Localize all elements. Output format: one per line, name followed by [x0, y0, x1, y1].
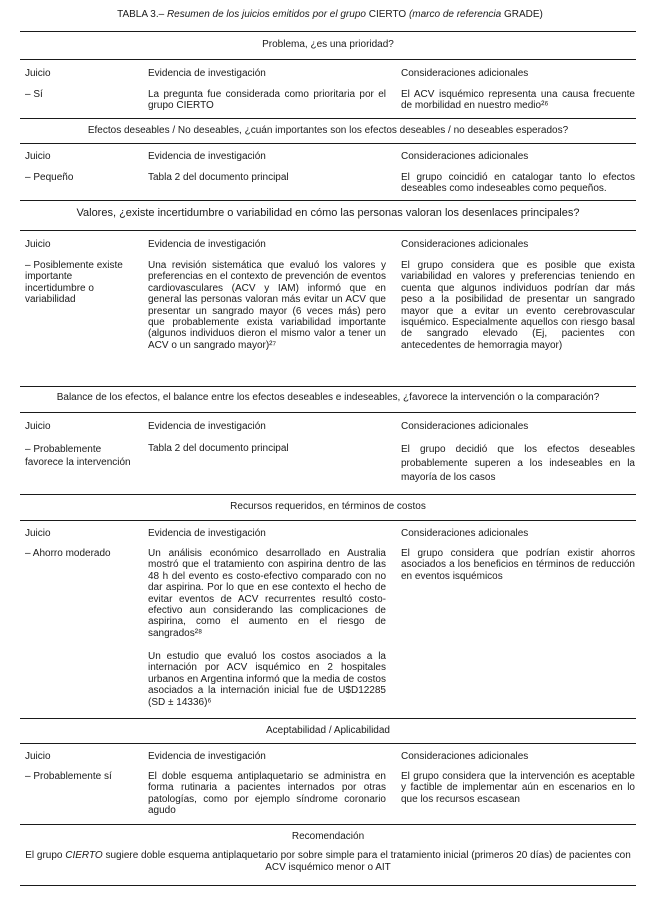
juicio-value: – Probablemente sí [25, 771, 112, 782]
section-title-aceptabilidad: Aceptabilidad / Aplicabilidad [266, 725, 390, 736]
caption-prefix: TABLA 3.– [117, 9, 165, 20]
consideraciones-text: El grupo considera que es posible que exista variabilidad en valores y preferencias teniendo en cuenta que algunos individuos podrían dar más peso a la posibilidad de presentar un sangrado mayor que a evitar un evento cerebrovascular isquémico. Especialmente aquellos con riesgo basal de sangrado elevado (Ej, pacientes con antecedentes de hemorragia mayor) [401, 260, 635, 351]
rule [20, 743, 636, 744]
evidencia-text: El doble esquema antiplaquetario se administra en forma rutinaria a pacientes internados por otras patologías, como por ejemplo síndrome coronario agudo [148, 771, 386, 817]
evidencia-text: Un estudio que evaluó los costos asociados a la internación por ACV isquémico en 2 hospitales urbanos en Argentina informó que la media de costos asociados a la internación inicial fue de U$D12285 (SD ± 14336)⁶ [148, 651, 386, 708]
column-header-juicio: Juicio [25, 68, 51, 79]
evidencia-text: Tabla 2 del documento principal [148, 443, 289, 454]
column-header-juicio: Juicio [25, 751, 51, 762]
column-header-juicio: Juicio [25, 239, 51, 250]
column-header-juicio: Juicio [25, 528, 51, 539]
column-header-evidencia: Evidencia de investigación [148, 151, 266, 162]
section-title-balance: Balance de los efectos, el balance entre los efectos deseables e indeseables, ¿favorece la intervención o la comparación? [56, 392, 600, 403]
section-title-problema: Problema, ¿es una prioridad? [262, 39, 394, 50]
column-header-consideraciones: Consideraciones adicionales [401, 239, 529, 250]
rule [20, 520, 636, 521]
rule [20, 143, 636, 144]
caption-italic-a: Resumen de los juicios emitidos por el grupo [166, 9, 366, 20]
column-header-evidencia: Evidencia de investigación [148, 421, 266, 432]
consideraciones-text: El grupo considera que podrían existir ahorros asociados a los beneficios en términos de reducción en eventos isquémicos [401, 548, 635, 582]
consideraciones-text: El grupo coincidió en catalogar tanto lo efectos deseables como indeseables como pequeños. [401, 172, 635, 195]
column-header-consideraciones: Consideraciones adicionales [401, 68, 529, 79]
caption-italic-b: (marco de referencia [408, 9, 502, 20]
rule [20, 885, 636, 886]
column-header-juicio: Juicio [25, 421, 51, 432]
rule [20, 230, 636, 231]
rule [20, 494, 636, 495]
caption-cierto: CIERTO [368, 9, 407, 20]
column-header-evidencia: Evidencia de investigación [148, 239, 266, 250]
consideraciones-text: El ACV isquémico representa una causa frecuente de morbilidad en nuestro medio²⁶ [401, 89, 635, 112]
section-title-valores: Valores, ¿existe incertidumbre o variabilidad en cómo las personas valoran los desenlaces principales? [76, 207, 580, 219]
column-header-consideraciones: Consideraciones adicionales [401, 528, 529, 539]
column-header-evidencia: Evidencia de investigación [148, 751, 266, 762]
table-caption [0, 9, 660, 20]
rule [20, 412, 636, 413]
rule [20, 31, 636, 32]
column-header-evidencia: Evidencia de investigación [148, 528, 266, 539]
consideraciones-text: El grupo considera que la intervención es aceptable y factible de implementar aún en escenarios en lo que los recursos escasean [401, 771, 635, 805]
rule [20, 59, 636, 60]
evidencia-text: Una revisión sistemática que evaluó los valores y preferencias en el contexto de prevención de eventos cardiovasculares (ACV y IAM) informó que en general las personas valoran más evitar un ACV que presentar un sangrado mayor (6 veces más) pero que probablemente exista variabilidad importante (algunos individuos dieron el mismo valor a tener un ACV o un sangrado mayor)²⁷ [148, 260, 386, 351]
recommendation-text-b: sugiere doble esquema antiplaquetario por sobre simple para el tratamiento inicial (primeros 20 días) de pacientes con ACV isquémico menor o AIT [105, 850, 631, 873]
rule [20, 718, 636, 719]
rule [20, 118, 636, 119]
rule [20, 200, 636, 201]
evidencia-text: La pregunta fue considerada como prioritaria por el grupo CIERTO [148, 89, 386, 112]
juicio-value: – Probablemente favorece la intervención [25, 444, 131, 469]
evidencia-text: Un análisis económico desarrollado en Australia mostró que el tratamiento con aspirina dentro de las 48 h del evento es costo-efectivo comparado con no dar aspirina. Por lo que en ese contexto el hecho de evitar eventos de ACV recurrentes resultó costo-efectivo aun considerando las complicaciones de aspirina, como el aumento en el riesgo de sangrados²⁸ [148, 548, 386, 639]
recommendation-title: Recomendación [291, 831, 365, 842]
consideraciones-text: El grupo decidió que los efectos deseables probablemente superen a los indeseables en la mayoría de los casos [401, 444, 635, 483]
column-header-evidencia: Evidencia de investigación [148, 68, 266, 79]
column-header-consideraciones: Consideraciones adicionales [401, 421, 529, 432]
column-header-consideraciones: Consideraciones adicionales [401, 151, 529, 162]
recommendation-cierto: CIERTO [65, 850, 103, 861]
rule [20, 386, 636, 387]
juicio-value: – Sí [25, 89, 43, 100]
juicio-value: – Posiblemente existe importante incertidumbre o variabilidad [25, 260, 123, 306]
column-header-juicio: Juicio [25, 151, 51, 162]
rule [20, 824, 636, 825]
juicio-value: – Ahorro moderado [25, 548, 111, 559]
recommendation-text [22, 850, 634, 874]
caption-grade: GRADE) [503, 9, 543, 20]
column-header-consideraciones: Consideraciones adicionales [401, 751, 529, 762]
section-title-recursos: Recursos requeridos, en términos de costos [230, 501, 426, 512]
section-title-efectos: Efectos deseables / No deseables, ¿cuán importantes son los efectos deseables / no deseables esperados? [87, 125, 569, 136]
recommendation-text-a: El grupo [25, 850, 63, 861]
juicio-value: – Pequeño [25, 172, 74, 183]
evidencia-text: Tabla 2 del documento principal [148, 172, 289, 183]
